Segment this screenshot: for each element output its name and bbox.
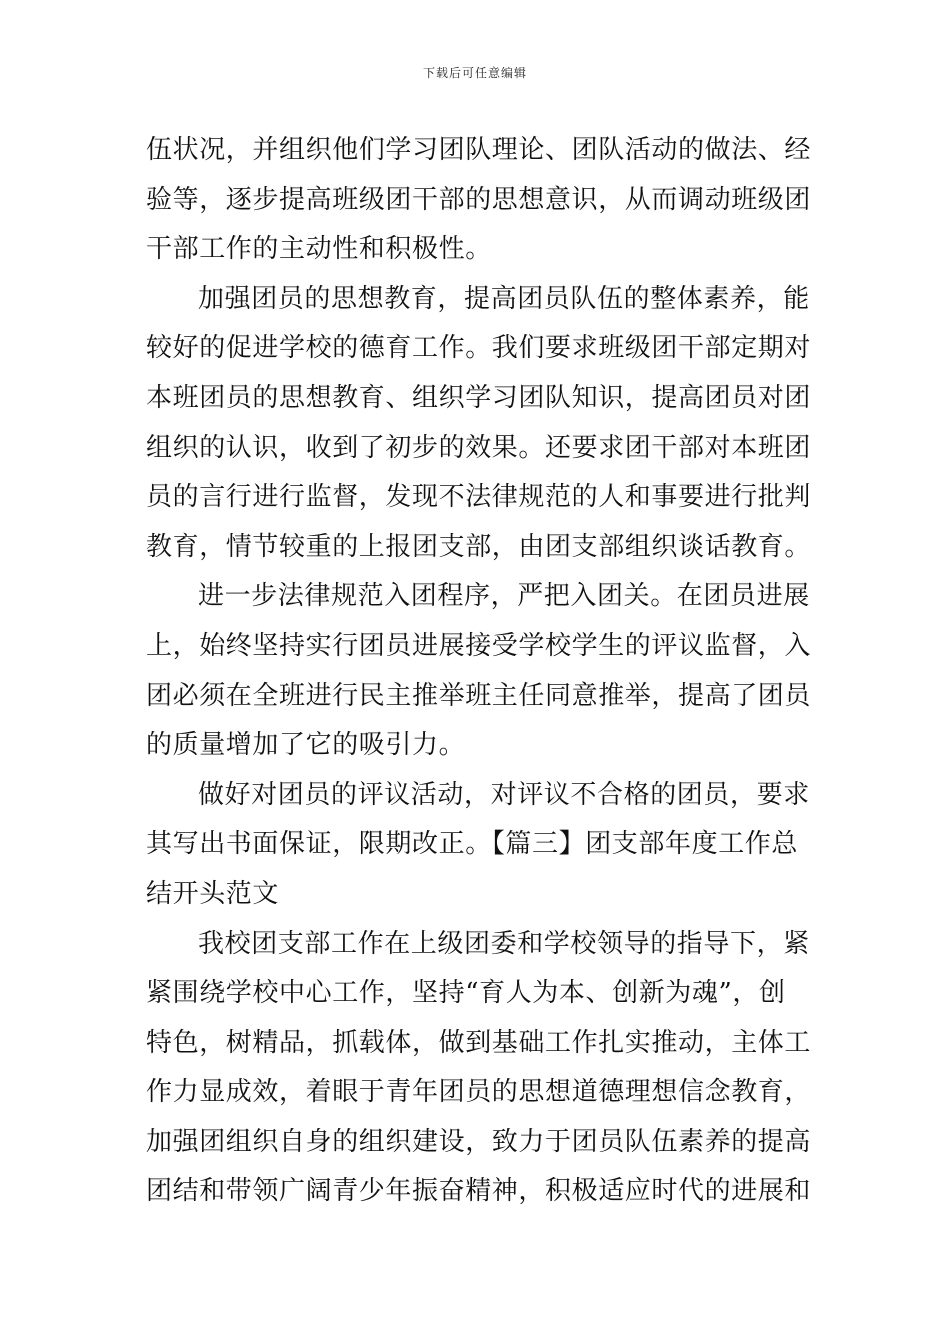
body-line: 团结和带领广阔青少年振奋精神，积极适应时代的进展和: [146, 1176, 812, 1207]
body-line: 组织的认识，收到了初步的效果。还要求团干部对本班团: [146, 432, 812, 463]
body-line: 团必须在全班进行民主推举班主任同意推举，提高了团员: [146, 680, 812, 711]
body-line: 紧围绕学校中心工作，坚持“育人为本、创新为魂”，创: [146, 978, 786, 1009]
body-line: 教育，情节较重的上报团支部，由团支部组织谈话教育。: [146, 531, 812, 562]
body-line: 其写出书面保证，限期改正。【篇三】团支部年度工作总: [146, 829, 799, 860]
body-line: 本班团员的思想教育、组织学习团队知识，提高团员对团: [146, 382, 812, 413]
paragraph-start-line: 我校团支部工作在上级团委和学校领导的指导下，紧: [198, 928, 810, 959]
body-line: 特色，树精品，抓载体，做到基础工作扎实推动，主体工: [146, 1027, 812, 1058]
body-line: 干部工作的主动性和积极性。: [146, 234, 492, 265]
body-line: 结开头范文: [146, 878, 280, 909]
paragraph-start-line: 做好对团员的评议活动，对评议不合格的团员，要求: [198, 779, 810, 810]
paragraph-start-line: 加强团员的思想教育，提高团员队伍的整体素养，能: [198, 283, 810, 314]
body-line: 员的言行进行监督，发现不法律规范的人和事要进行批判: [146, 482, 812, 513]
page-header-note: 下载后可任意编辑: [422, 66, 527, 80]
paragraph-start-line: 进一步法律规范入团程序，严把入团关。在团员进展: [198, 581, 810, 612]
body-line: 伍状况，并组织他们学习团队理论、团队活动的做法、经: [146, 135, 812, 165]
body-line: 上，始终坚持实行团员进展接受学校学生的评议监督，入: [146, 630, 812, 661]
body-line: 加强团组织自身的组织建设，致力于团员队伍素养的提高: [146, 1126, 812, 1157]
document-body: [146, 126, 810, 1217]
body-line: 的质量增加了它的吸引力。: [146, 730, 466, 761]
body-line: 较好的促进学校的德育工作。我们要求班级团干部定期对: [146, 333, 812, 364]
body-line: 验等，逐步提高班级团干部的思想意识，从而调动班级团: [146, 184, 812, 215]
body-line: 作力显成效，着眼于青年团员的思想道德理想信念教育，: [146, 1077, 812, 1108]
